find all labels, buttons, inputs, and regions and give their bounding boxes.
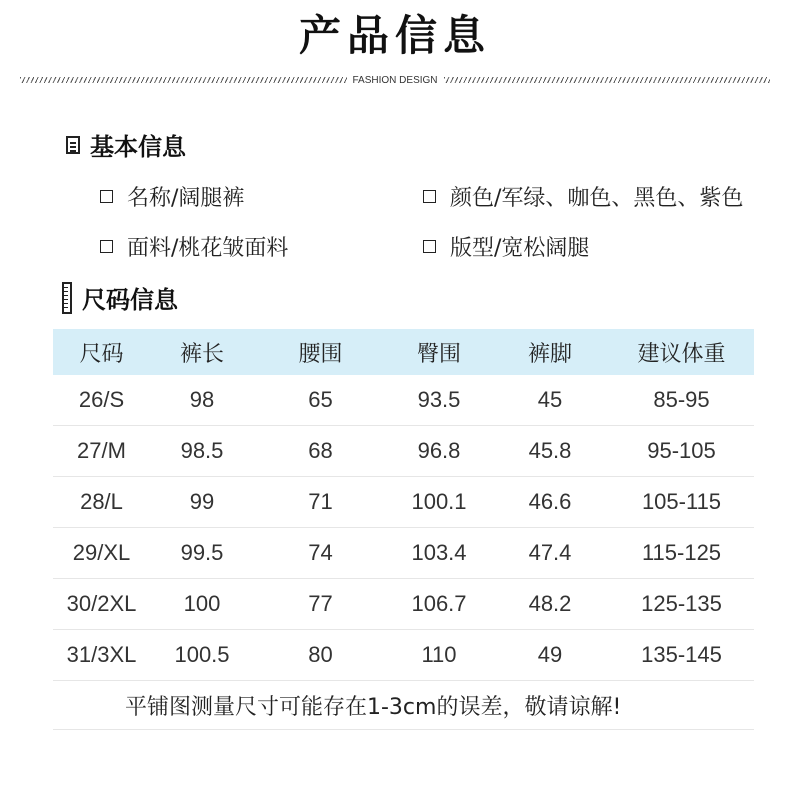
table-cell: 99 <box>150 477 254 528</box>
size-table <box>53 329 754 730</box>
column-header: 裤脚 <box>491 329 609 375</box>
info-item-color-text: 颜色/军绿、咖色、黑色、紫色 <box>450 186 744 211</box>
info-item-name-text: 名称/阔腿裤 <box>127 186 245 211</box>
table-row <box>53 426 754 477</box>
table-cell: 96.8 <box>387 426 491 477</box>
fashion-design-label: FASHION DESIGN <box>352 74 438 86</box>
table-cell: 71 <box>254 477 387 528</box>
column-header: 裤长 <box>150 329 254 375</box>
table-cell: 47.4 <box>491 528 609 579</box>
ruler-icon <box>62 282 72 314</box>
column-header: 尺码 <box>53 329 150 375</box>
table-cell: 45 <box>491 375 609 426</box>
basic-info-heading-text: 基本信息 <box>90 133 186 161</box>
column-header: 建议体重 <box>609 329 754 375</box>
size-info-heading <box>62 280 178 315</box>
table-row <box>53 579 754 630</box>
table-cell: 100.1 <box>387 477 491 528</box>
table-cell: 98.5 <box>150 426 254 477</box>
slash-divider-left <box>20 77 347 83</box>
slash-divider-right <box>444 77 771 83</box>
table-cell: 100.5 <box>150 630 254 681</box>
basic-info-heading <box>66 127 186 162</box>
info-item-fit-text: 版型/宽松阔腿 <box>450 236 590 261</box>
table-cell: 28/L <box>53 477 150 528</box>
table-cell: 106.7 <box>387 579 491 630</box>
table-cell: 125-135 <box>609 579 754 630</box>
table-cell: 26/S <box>53 375 150 426</box>
table-cell: 105-115 <box>609 477 754 528</box>
table-cell: 77 <box>254 579 387 630</box>
table-cell: 29/XL <box>53 528 150 579</box>
table-note-row <box>53 681 754 730</box>
table-cell: 31/3XL <box>53 630 150 681</box>
table-row <box>53 375 754 426</box>
size-info-heading-text: 尺码信息 <box>82 286 178 314</box>
table-cell: 110 <box>387 630 491 681</box>
table-cell: 46.6 <box>491 477 609 528</box>
info-item-fabric-text: 面料/桃花皱面料 <box>127 236 289 261</box>
table-cell: 98 <box>150 375 254 426</box>
table-row <box>53 630 754 681</box>
page-title: 产品信息 <box>298 11 491 60</box>
table-cell: 27/M <box>53 426 150 477</box>
table-cell: 49 <box>491 630 609 681</box>
table-cell: 93.5 <box>387 375 491 426</box>
table-cell: 115-125 <box>609 528 754 579</box>
table-cell: 68 <box>254 426 387 477</box>
checkbox-icon <box>423 190 436 203</box>
table-cell: 99.5 <box>150 528 254 579</box>
fashion-design-divider <box>20 72 770 88</box>
info-item-fabric <box>100 231 288 262</box>
table-cell: 65 <box>254 375 387 426</box>
info-item-fit <box>423 231 589 262</box>
checkbox-icon <box>100 190 113 203</box>
table-cell: 100 <box>150 579 254 630</box>
column-header: 腰围 <box>254 329 387 375</box>
table-cell: 74 <box>254 528 387 579</box>
checkbox-icon <box>100 240 113 253</box>
table-cell: 48.2 <box>491 579 609 630</box>
table-cell: 135-145 <box>609 630 754 681</box>
table-cell: 103.4 <box>387 528 491 579</box>
table-cell: 95-105 <box>609 426 754 477</box>
table-cell: 30/2XL <box>53 579 150 630</box>
table-cell: 45.8 <box>491 426 609 477</box>
column-header: 臀围 <box>387 329 491 375</box>
document-icon <box>66 136 80 154</box>
info-item-name <box>100 181 244 212</box>
info-item-color <box>423 181 743 212</box>
table-row <box>53 477 754 528</box>
table-header-row <box>53 329 754 375</box>
table-cell: 85-95 <box>609 375 754 426</box>
table-cell: 80 <box>254 630 387 681</box>
measurement-note: 平铺图测量尺寸可能存在1-3cm的误差，敬请谅解! <box>53 681 754 730</box>
table-row <box>53 528 754 579</box>
checkbox-icon <box>423 240 436 253</box>
